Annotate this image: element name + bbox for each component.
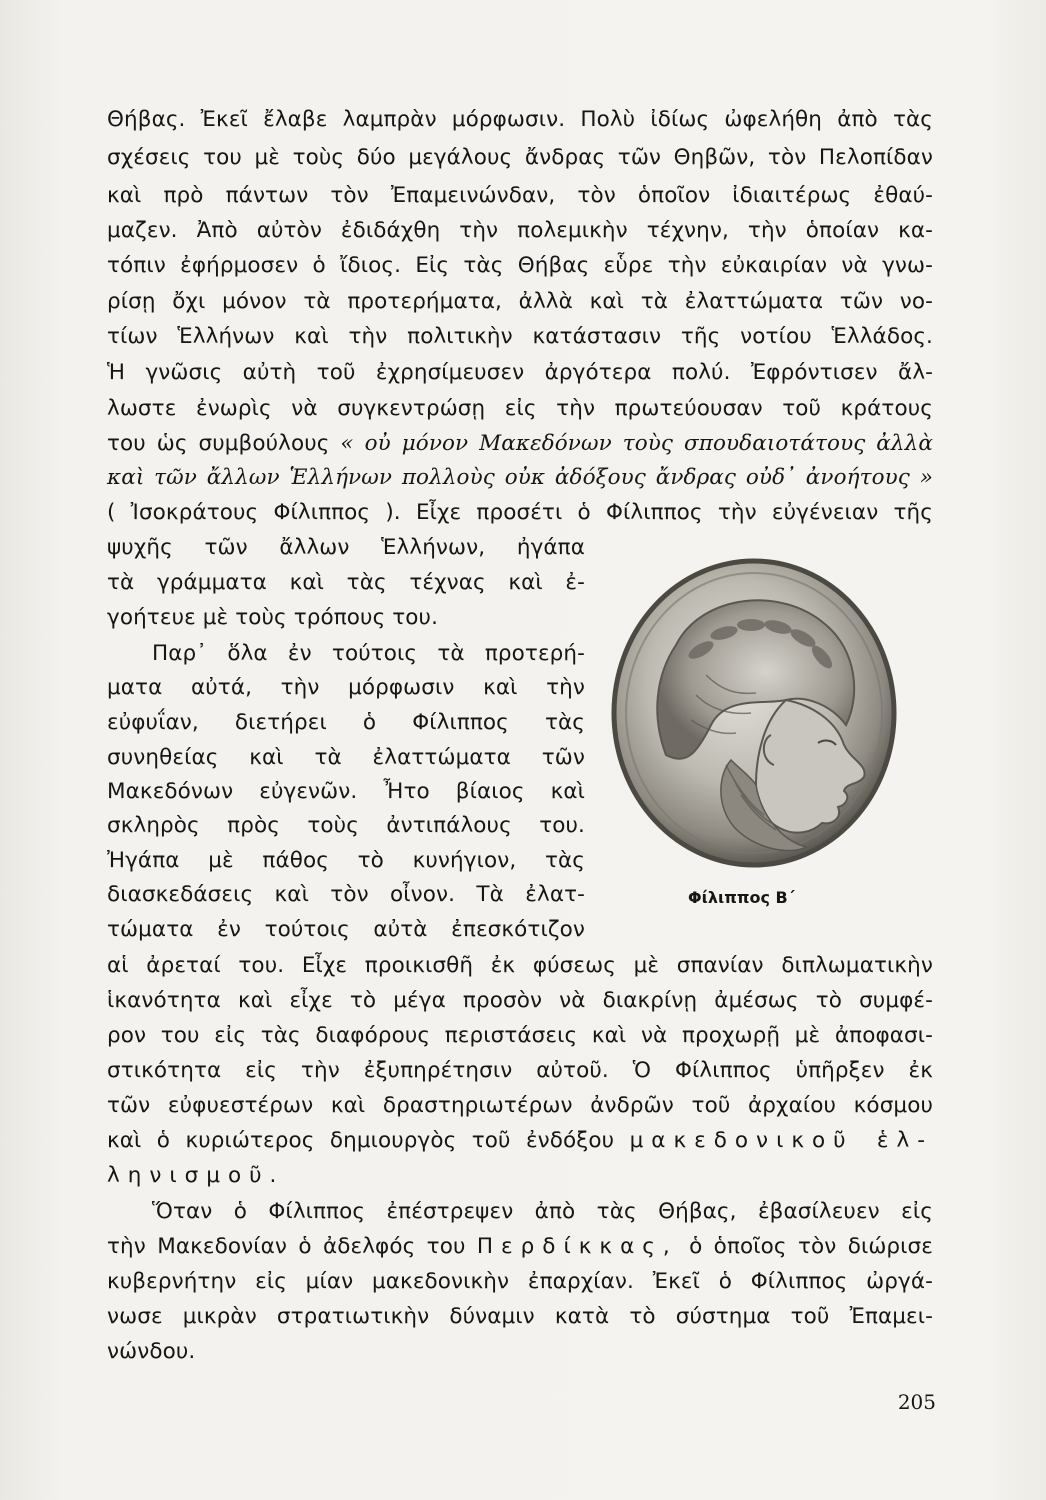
text-line: εὐφυΐαν, διετήρει ὁ Φίλιππος τὰς (107, 710, 585, 735)
text-span: ὁ ὁποῖος τὸν διώρισε (689, 1234, 934, 1259)
quote-line (107, 428, 933, 460)
spaced-text: μακεδονικοῦ ἑλ- (629, 1128, 934, 1153)
text-line: τόπιν ἐφήρμοσεν ὁ ἴδιος. Εἰς τὰς Θήβας εὗρε τὴν εὐκαιρίαν νὰ γνω- (107, 253, 933, 278)
text-line: μαζεν. Ἀπὸ αὐτὸν ἐδιδάχθη τὴν πολεμικὴν τέχνην, τὴν ὁποίαν κα- (107, 218, 933, 243)
text-line: αἱ ἀρεταί του. Εἶχε προικισθῆ ἐκ φύσεως μὲ σπανίαν διπλωματικὴν (107, 953, 933, 978)
text-line: Παρ᾽ ὅλα ἐν τούτοις τὰ προτερή- (152, 641, 585, 666)
text-line: ψυχῆς τῶν ἄλλων Ἑλλήνων, ἠγάπα (107, 535, 585, 560)
text-line: καὶ πρὸ πάντων τὸν Ἐπαμεινώνδαν, τὸν ὁποῖον ἰδιαιτέρως ἐθαύ- (107, 183, 933, 208)
text-line: συνηθείας καὶ τὰ ἐλαττώματα τῶν (107, 745, 585, 770)
text-line: κυβερνήτην εἰς μίαν μακεδονικὴν ἐπαρχίαν. Ἐκεῖ ὁ Φίλιππος ὠργά- (107, 1269, 933, 1294)
text-line: ( Ἰσοκράτους Φίλιππος ). Εἶχε προσέτι ὁ Φίλιππος τὴν εὐγένειαν τῆς (107, 500, 933, 525)
text-span: καὶ ὁ κυριώτερος δημιουργὸς τοῦ ἐνδόξου (107, 1128, 615, 1153)
text-line (107, 1231, 933, 1263)
text-line: τίων Ἑλλήνων καὶ τὴν πολιτικὴν κατάστασιν τῆς νοτίου Ἑλλάδος. (107, 324, 933, 349)
text-line: Ὅταν ὁ Φίλιππος ἐπέστρεψεν ἀπὸ τὰς Θήβας, ἐβασίλευεν εἰς (152, 1199, 933, 1224)
text-line: γοήτευε μὲ τοὺς τρόπους του. (107, 605, 439, 630)
text-line: τὰ γράμματα καὶ τὰς τέχνας καὶ ἐ- (107, 570, 585, 595)
text-line: νωσε μικρὰν στρατιωτικὴν δύναμιν κατὰ τὸ σύστημα τοῦ Ἐπαμει- (107, 1304, 933, 1329)
text-span: τὴν Μακεδονίαν ὁ ἀδελφός του (107, 1234, 466, 1259)
text-line: Θήβας. Ἐκεῖ ἔλαβε λαμπρὰν μόρφωσιν. Πολὺ ἰδίως ὠφελήθη ἀπὸ τὰς (107, 107, 933, 132)
text-line: νώνδου. (107, 1339, 196, 1364)
text-line (107, 1125, 933, 1157)
quote-italic: « οὐ μόνον Μακεδόνων τοὺς σπουδαιοτάτους ἀλλὰ (340, 431, 933, 456)
philip-coin-image (606, 555, 904, 873)
text-line: ματα αὐτά, τὴν μόρφωσιν καὶ τὴν (107, 675, 585, 700)
text-line: διασκεδάσεις καὶ τὸν οἶνον. Τὰ ἐλατ- (107, 882, 585, 907)
text-line: Ἡ γνῶσις αὐτὴ τοῦ ἐχρησίμευσεν ἀργότερα πολύ. Ἐφρόντισεν ἄλ- (107, 360, 933, 385)
spaced-text: Περδίκκας, (476, 1234, 678, 1259)
text-line: ἱκανότητα καὶ εἶχε τὸ μέγα προσὸν νὰ διακρίνῃ ἀμέσως τὸ συμφέ- (107, 988, 933, 1013)
text-line: ρον του εἰς τὰς διαφόρους περιστάσεις καὶ νὰ προχωρῇ μὲ ἀποφασι- (107, 1023, 933, 1048)
text-line: λωστε ἐνωρὶς νὰ συγκεντρώσῃ εἰς τὴν πρωτεύουσαν τοῦ κράτους (107, 396, 933, 421)
page-number: 205 (897, 1390, 936, 1414)
text-line: ρίσῃ ὄχι μόνον τὰ προτερήματα, ἀλλὰ καὶ τὰ ἐλαττώματα τῶν νο- (107, 289, 933, 314)
text-line: Ἠγάπα μὲ πάθος τὸ κυνήγιον, τὰς (107, 848, 585, 873)
quote-prefix: του ὡς συμβούλους (107, 431, 330, 456)
quote-line-italic: καὶ τῶν ἄλλων Ἑλλήνων πολλοὺς οὐκ ἀδόξους ἄνδρας οὐδ᾽ ἀνοήτους » (107, 465, 933, 490)
text-line: τῶν εὐφυεστέρων καὶ δραστηριωτέρων ἀνδρῶν τοῦ ἀρχαίου κόσμου (107, 1093, 933, 1118)
text-line: σκληρὸς πρὸς τοὺς ἀντιπάλους του. (107, 813, 585, 838)
text-line: σχέσεις του μὲ τοὺς δύο μεγάλους ἄνδρας τῶν Θηβῶν, τὸν Πελοπίδαν (107, 145, 933, 170)
text-line: στικότητα εἰς τὴν ἐξυπηρέτησιν αὐτοῦ. Ὁ Φίλιππος ὑπῆρξεν ἐκ (107, 1058, 933, 1083)
coin-caption: Φίλιππος Β΄ (688, 888, 795, 907)
text-line: τώματα ἐν τούτοις αὐτὰ ἐπεσκότιζον (107, 917, 585, 942)
text-line: ληνισμοῦ. (107, 1163, 285, 1188)
text-line: Μακεδόνων εὐγενῶν. Ἦτο βίαιος καὶ (107, 779, 585, 804)
